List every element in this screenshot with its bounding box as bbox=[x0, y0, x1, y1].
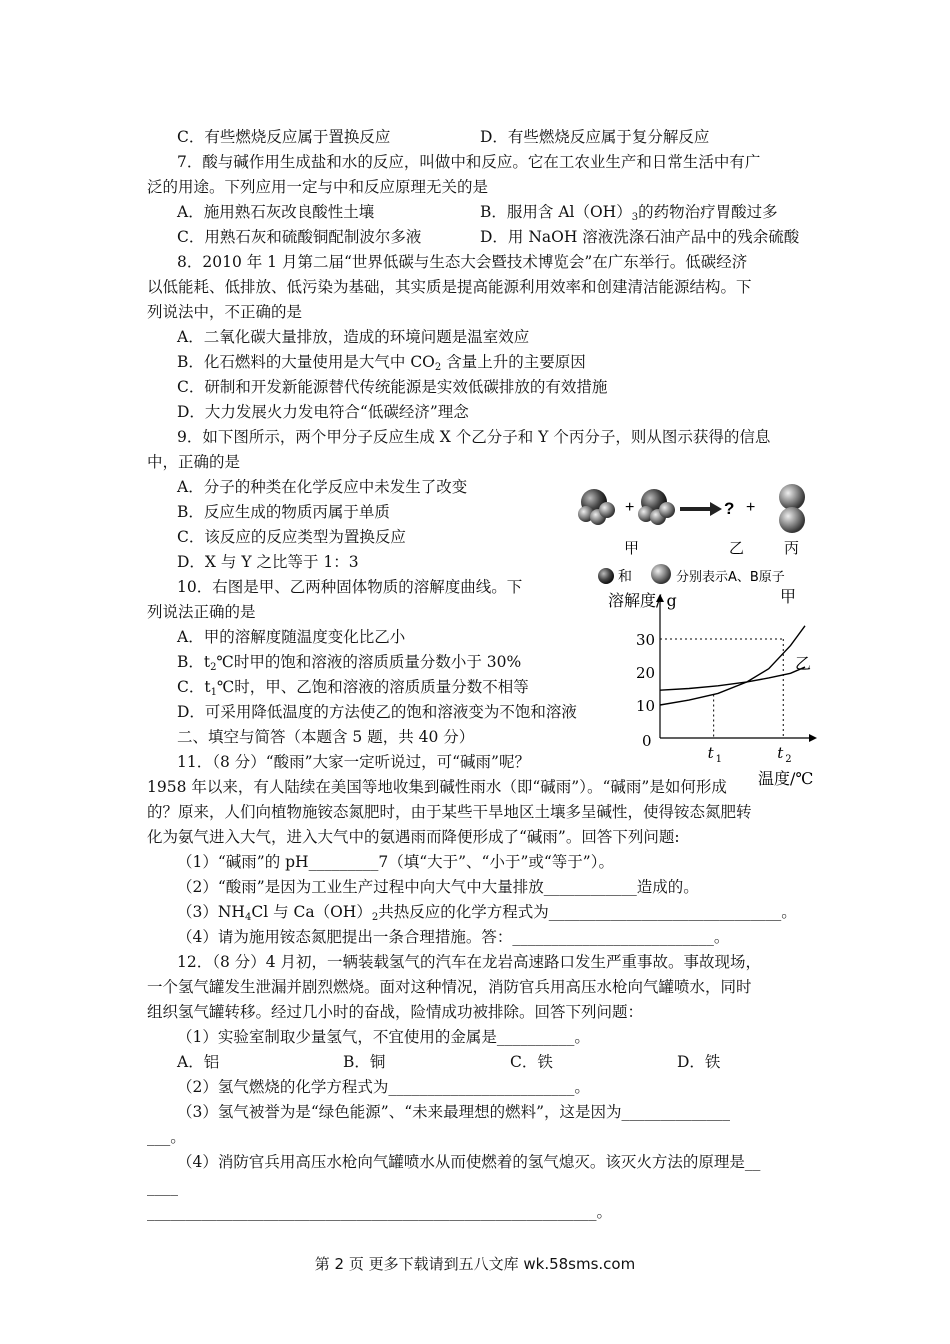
q12-1-option-a: A．铝 bbox=[177, 1053, 220, 1071]
q12-part-4-blank: __________________________________________________________。 bbox=[147, 1203, 613, 1221]
q11-part-4: （4）请为施用铵态氮肥提出一条合理措施。答：__________________________。 bbox=[177, 928, 730, 946]
x-tick-label: t bbox=[777, 744, 784, 762]
q10-option-b: B．$t_2℃$时甲的饱和溶液的溶质质量分数小于 30% bbox=[177, 653, 522, 673]
q8-option-d: D．大力发展火力发电符合“低碳经济”理念 bbox=[177, 403, 469, 421]
unknown-marker: ? bbox=[724, 499, 735, 518]
origin-label: 0 bbox=[642, 732, 652, 750]
y-axis-label: 溶解度/ g bbox=[608, 591, 677, 610]
q12-1-option-d: D．铁 bbox=[677, 1053, 721, 1071]
legend-text: 分别表示A、B原子 bbox=[676, 570, 785, 585]
q7-option-a: A．施用熟石灰改良酸性土壤 bbox=[177, 203, 375, 221]
q9-option-d: D．X 与 Y 之比等于 1：3 bbox=[177, 553, 359, 571]
q7-stem-1: 7．酸与碱作用生成盐和水的反应，叫做中和反应。它在工农业生产和日常生活中有广 bbox=[177, 153, 761, 171]
q9-stem-1: 9．如下图所示，两个甲分子反应生成 X 个乙分子和 Y 个丙分子，则从图示获得的信息 bbox=[177, 428, 771, 446]
q8-option-a: A．二氧化碳大量排放，造成的环境问题是温室效应 bbox=[177, 328, 530, 346]
q11-part-2: （2）“酸雨”是因为工业生产过程中向大气中大量排放____________造成的。 bbox=[177, 878, 699, 896]
q10-option-c: C．$t_1℃$时，甲、乙饱和溶液的溶质质量分数不相等 bbox=[177, 678, 529, 698]
legend-and: 和 bbox=[618, 569, 632, 585]
q12-part-3-cont: ___。 bbox=[147, 1128, 186, 1146]
q6-option-d: D．有些燃烧反应属于复分解反应 bbox=[480, 128, 710, 146]
q8-option-b: B．化石燃料的大量使用是大气中 $CO_2$ 含量上升的主要原因 bbox=[177, 353, 586, 373]
x-axis-arrow bbox=[809, 734, 817, 742]
q12-stem-1: 12．（8 分）4 月初，一辆装载氢气的汽车在龙岩高速路口发生严重事故。事故现场， bbox=[177, 953, 762, 971]
series-label-jia: 甲 bbox=[780, 588, 797, 606]
q11-stem-3: 的？原来，人们向植物施铵态氮肥时，由于某些干旱地区土壤多呈碱性，使得铵态氮肥转 bbox=[147, 803, 752, 821]
series-label-yi: 乙 bbox=[795, 654, 812, 674]
section-2-heading: 二、填空与简答（本题含 5 题，共 40 分） bbox=[177, 728, 475, 746]
q8-stem-2: 以低能耗、低排放、低污染为基础，其实质是提高能源利用效率和创建清洁能源结构。下 bbox=[147, 278, 752, 296]
solubility-chart bbox=[600, 588, 830, 798]
plus-sign-1: + bbox=[625, 499, 635, 516]
q12-part-4-cont: ____ bbox=[147, 1178, 178, 1196]
q7-option-c: C．用熟石灰和硫酸铜配制波尔多液 bbox=[177, 228, 422, 246]
q10-option-a: A．甲的溶解度随温度变化比乙小 bbox=[177, 628, 406, 646]
q8-option-c: C．研制和开发新能源替代传统能源是实效低碳排放的有效措施 bbox=[177, 378, 608, 396]
q6-option-c: C．有些燃烧反应属于置换反应 bbox=[177, 128, 391, 146]
legend bbox=[598, 564, 785, 585]
q11-stem-2: 1958 年以来，有人陆续在美国等地收集到碱性雨水（即“碱雨”）。“碱雨”是如何形成 bbox=[147, 778, 727, 796]
x-tick-label: t bbox=[707, 744, 714, 762]
q7-stem-2: 泛的用途。下列应用一定与中和反应原理无关的是 bbox=[147, 178, 489, 196]
q8-stem-1: 8．2010 年 1 月第二届“世界低碳与生态大会暨技术博览会”在广东举行。低碳经济 bbox=[177, 253, 748, 271]
q11-stem-4: 化为氨气进入大气，进入大气中的氨遇雨而降便形成了“碱雨”。回答下列问题: bbox=[147, 828, 680, 846]
q12-stem-3: 组织氢气罐转移。经过几小时的奋战，险情成功被排除。回答下列问题： bbox=[147, 1003, 644, 1021]
q7-option-d: D．用 NaOH 溶液洗涤石油产品中的残余硫酸 bbox=[480, 228, 800, 246]
plus-sign-2: + bbox=[746, 499, 756, 516]
molecule-bing bbox=[779, 484, 805, 533]
q9-option-a: A．分子的种类在化学反应中未发生了改变 bbox=[177, 478, 468, 496]
q10-option-d: D．可采用降低温度的方法使乙的饱和溶液变为不饱和溶液 bbox=[177, 703, 577, 721]
reaction-diagram bbox=[572, 480, 822, 588]
molecule-jia-2 bbox=[638, 489, 675, 525]
q9-stem-2: 中，正确的是 bbox=[147, 453, 241, 471]
q12-1-option-c: C．铁 bbox=[510, 1053, 553, 1071]
label-yi: 乙 bbox=[729, 539, 745, 557]
q11-stem-1: 11．（8 分）“酸雨”大家一定听说过，可“碱雨”呢？ bbox=[177, 753, 530, 771]
q8-stem-3: 列说法中，不正确的是 bbox=[147, 303, 303, 321]
q12-part-3: （3）氢气被誉为是“绿色能源”、“未来最理想的燃料”，这是因为______________ bbox=[177, 1103, 731, 1121]
q12-stem-2: 一个氢气罐发生泄漏并剧烈燃烧。面对这种情况，消防官兵用高压水枪向气罐喷水，同时 bbox=[147, 978, 752, 996]
q10-stem-2: 列说法正确的是 bbox=[147, 603, 256, 621]
q10-stem-1: 10．右图是甲、乙两种固体物质的溶解度曲线。下 bbox=[177, 578, 523, 596]
q9-option-b: B．反应生成的物质丙属于单质 bbox=[177, 503, 390, 521]
x-axis-label: 温度/℃ bbox=[758, 769, 814, 788]
y-tick-label: 30 bbox=[636, 631, 656, 649]
y-tick-label: 10 bbox=[636, 697, 656, 715]
q7-option-b: B．服用含 $Al(OH)_3$的药物治疗胃酸过多 bbox=[480, 203, 778, 223]
q12-part-1: （1）实验室制取少量氢气，不宜使用的金属是__________。 bbox=[177, 1028, 590, 1046]
arrow-icon bbox=[680, 502, 722, 516]
q12-1-option-b: B．铜 bbox=[343, 1053, 386, 1071]
molecule-jia-1 bbox=[578, 489, 615, 525]
page-footer: 第 2 页 更多下载请到五八文库 wk.58sms.com bbox=[314, 1255, 636, 1273]
label-bing: 丙 bbox=[784, 539, 800, 557]
y-tick-label: 20 bbox=[636, 664, 656, 682]
q12-part-2: （2）氢气燃烧的化学方程式为________________________。 bbox=[177, 1078, 590, 1096]
q11-part-3: $(3)NH_4Cl$ 与 $Ca(OH)_2$共热反应的化学方程式为______________________________。 bbox=[177, 903, 797, 923]
x-tick-subscript: 2 bbox=[785, 754, 792, 765]
x-tick-subscript: 1 bbox=[715, 754, 723, 765]
q12-part-4: （4）消防官兵用高压水枪向气罐喷水从而使燃着的氢气熄灭。该灭火方法的原理是__ bbox=[177, 1153, 761, 1171]
q9-option-c: C．该反应的反应类型为置换反应 bbox=[177, 528, 406, 546]
q11-part-1: （1）“碱雨”的 pH_________7（填“大于”、“小于”或“等于”）。 bbox=[177, 853, 614, 871]
label-jia: 甲 bbox=[624, 539, 640, 557]
